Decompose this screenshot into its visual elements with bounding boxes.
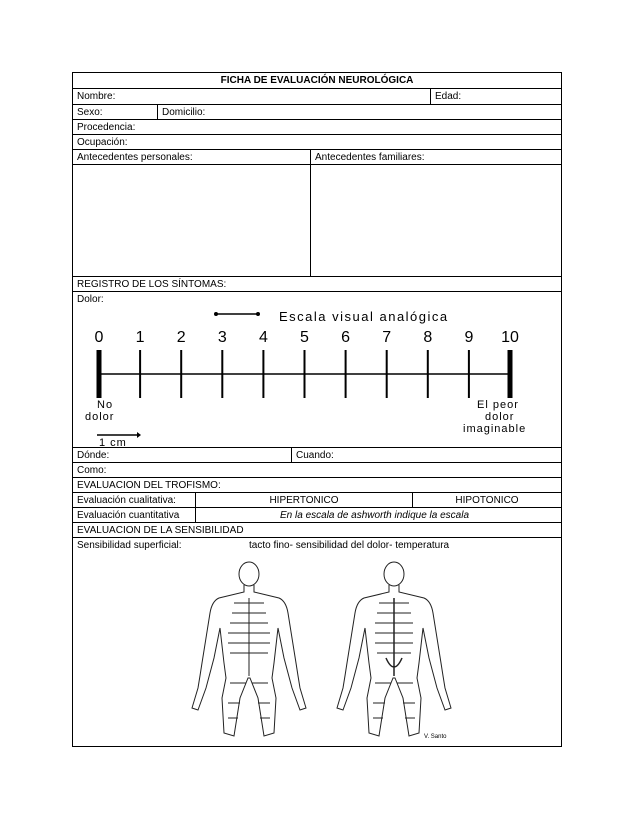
sens-superficial-label: Sensibilidad superficial: [77,540,182,551]
donde-field[interactable]: Dónde: [77,450,110,461]
unit-label: 1 cm [99,437,127,447]
right-label-dolor: dolor [485,411,515,423]
tick-label: 6 [341,329,351,346]
name-row [73,89,561,105]
antecedentes-familiares-area[interactable] [310,165,561,276]
tick-label: 1 [135,329,145,346]
ocupacion-row [73,135,561,150]
eval-cuantitativa-label: Evaluación cuantitativa [77,510,180,521]
tick-label: 4 [258,329,268,346]
registro-row [73,277,561,292]
tick-label: 0 [94,329,104,346]
antecedentes-personales-label: Antecedentes personales: [77,152,193,163]
como-row [73,463,561,478]
dermatome-body-chart [174,558,470,742]
edad-field[interactable]: Edad: [430,89,561,104]
trofismo-label: EVALUACION DEL TROFISMO: [77,480,221,491]
tick-label: 3 [217,329,227,346]
sexo-field[interactable]: Sexo: [77,107,103,118]
ashworth-instruction[interactable]: En la escala de ashworth indique la escala [195,508,561,522]
dolor-row [73,292,561,448]
tick-label: 5 [300,329,309,346]
sensibilidad-label: EVALUACION DE LA SENSIBILIDAD [77,525,244,536]
unit-arrow-head [137,432,141,438]
eval-cualitativa-label: Evaluación cualitativa: [77,495,176,506]
como-field[interactable]: Como: [77,465,107,476]
nombre-field[interactable]: Nombre: [77,91,116,102]
dolor-label: Dolor: [77,294,104,305]
hipotonico-option[interactable]: HIPOTONICO [412,493,561,507]
left-label-dolor: dolor [85,411,115,423]
donde-row [73,448,561,463]
trofismo-row [73,478,561,493]
procedencia-row [73,120,561,135]
ocupacion-field[interactable]: Ocupación: [77,137,128,148]
sexo-row [73,105,561,120]
top-arrow-dot-left [214,312,218,316]
tick-label: 7 [382,329,392,346]
body-chart-signature: V. Santo [424,734,447,740]
form-title-row [73,73,561,89]
tick-label: 8 [423,329,433,346]
left-label-no: No [97,399,114,411]
tick-label: 2 [176,329,186,346]
body-back-figure [337,562,451,736]
tick-label: 9 [464,329,474,346]
hipertonico-option[interactable]: HIPERTONICO [195,493,412,507]
cualitativa-row [73,493,561,508]
sensibilidad-row [73,523,561,538]
cuando-field[interactable]: Cuando: [291,448,561,462]
form-title: FICHA DE EVALUACIÓN NEUROLÓGICA [220,75,414,86]
procedencia-field[interactable]: Procedencia: [77,122,136,133]
sens-tipos-label: tacto fino- sensibilidad del dolor- temperatura [249,540,450,551]
body-front-figure [192,562,306,736]
scale-title: Escala visual analógica [279,309,449,324]
antecedentes-familiares-label: Antecedentes familiares: [310,150,561,164]
pain-scale [73,306,561,447]
right-label-peor: El peor [477,399,519,411]
antecedentes-personales-area[interactable] [73,165,310,276]
scale-tick-labels [95,329,519,346]
cuantitativa-row [73,508,561,523]
right-label-imaginable: imaginable [463,423,527,435]
tick-label: 10 [501,329,519,346]
sensibilidad-superficial-row [73,538,561,746]
neuro-evaluation-form [72,72,562,747]
antecedentes-body-row [73,165,561,277]
antecedentes-header-row [73,150,561,165]
domicilio-field[interactable]: Domicilio: [157,105,561,119]
registro-sintomas-label: REGISTRO DE LOS SÍNTOMAS: [77,279,227,290]
top-arrow-dot-right [256,312,260,316]
